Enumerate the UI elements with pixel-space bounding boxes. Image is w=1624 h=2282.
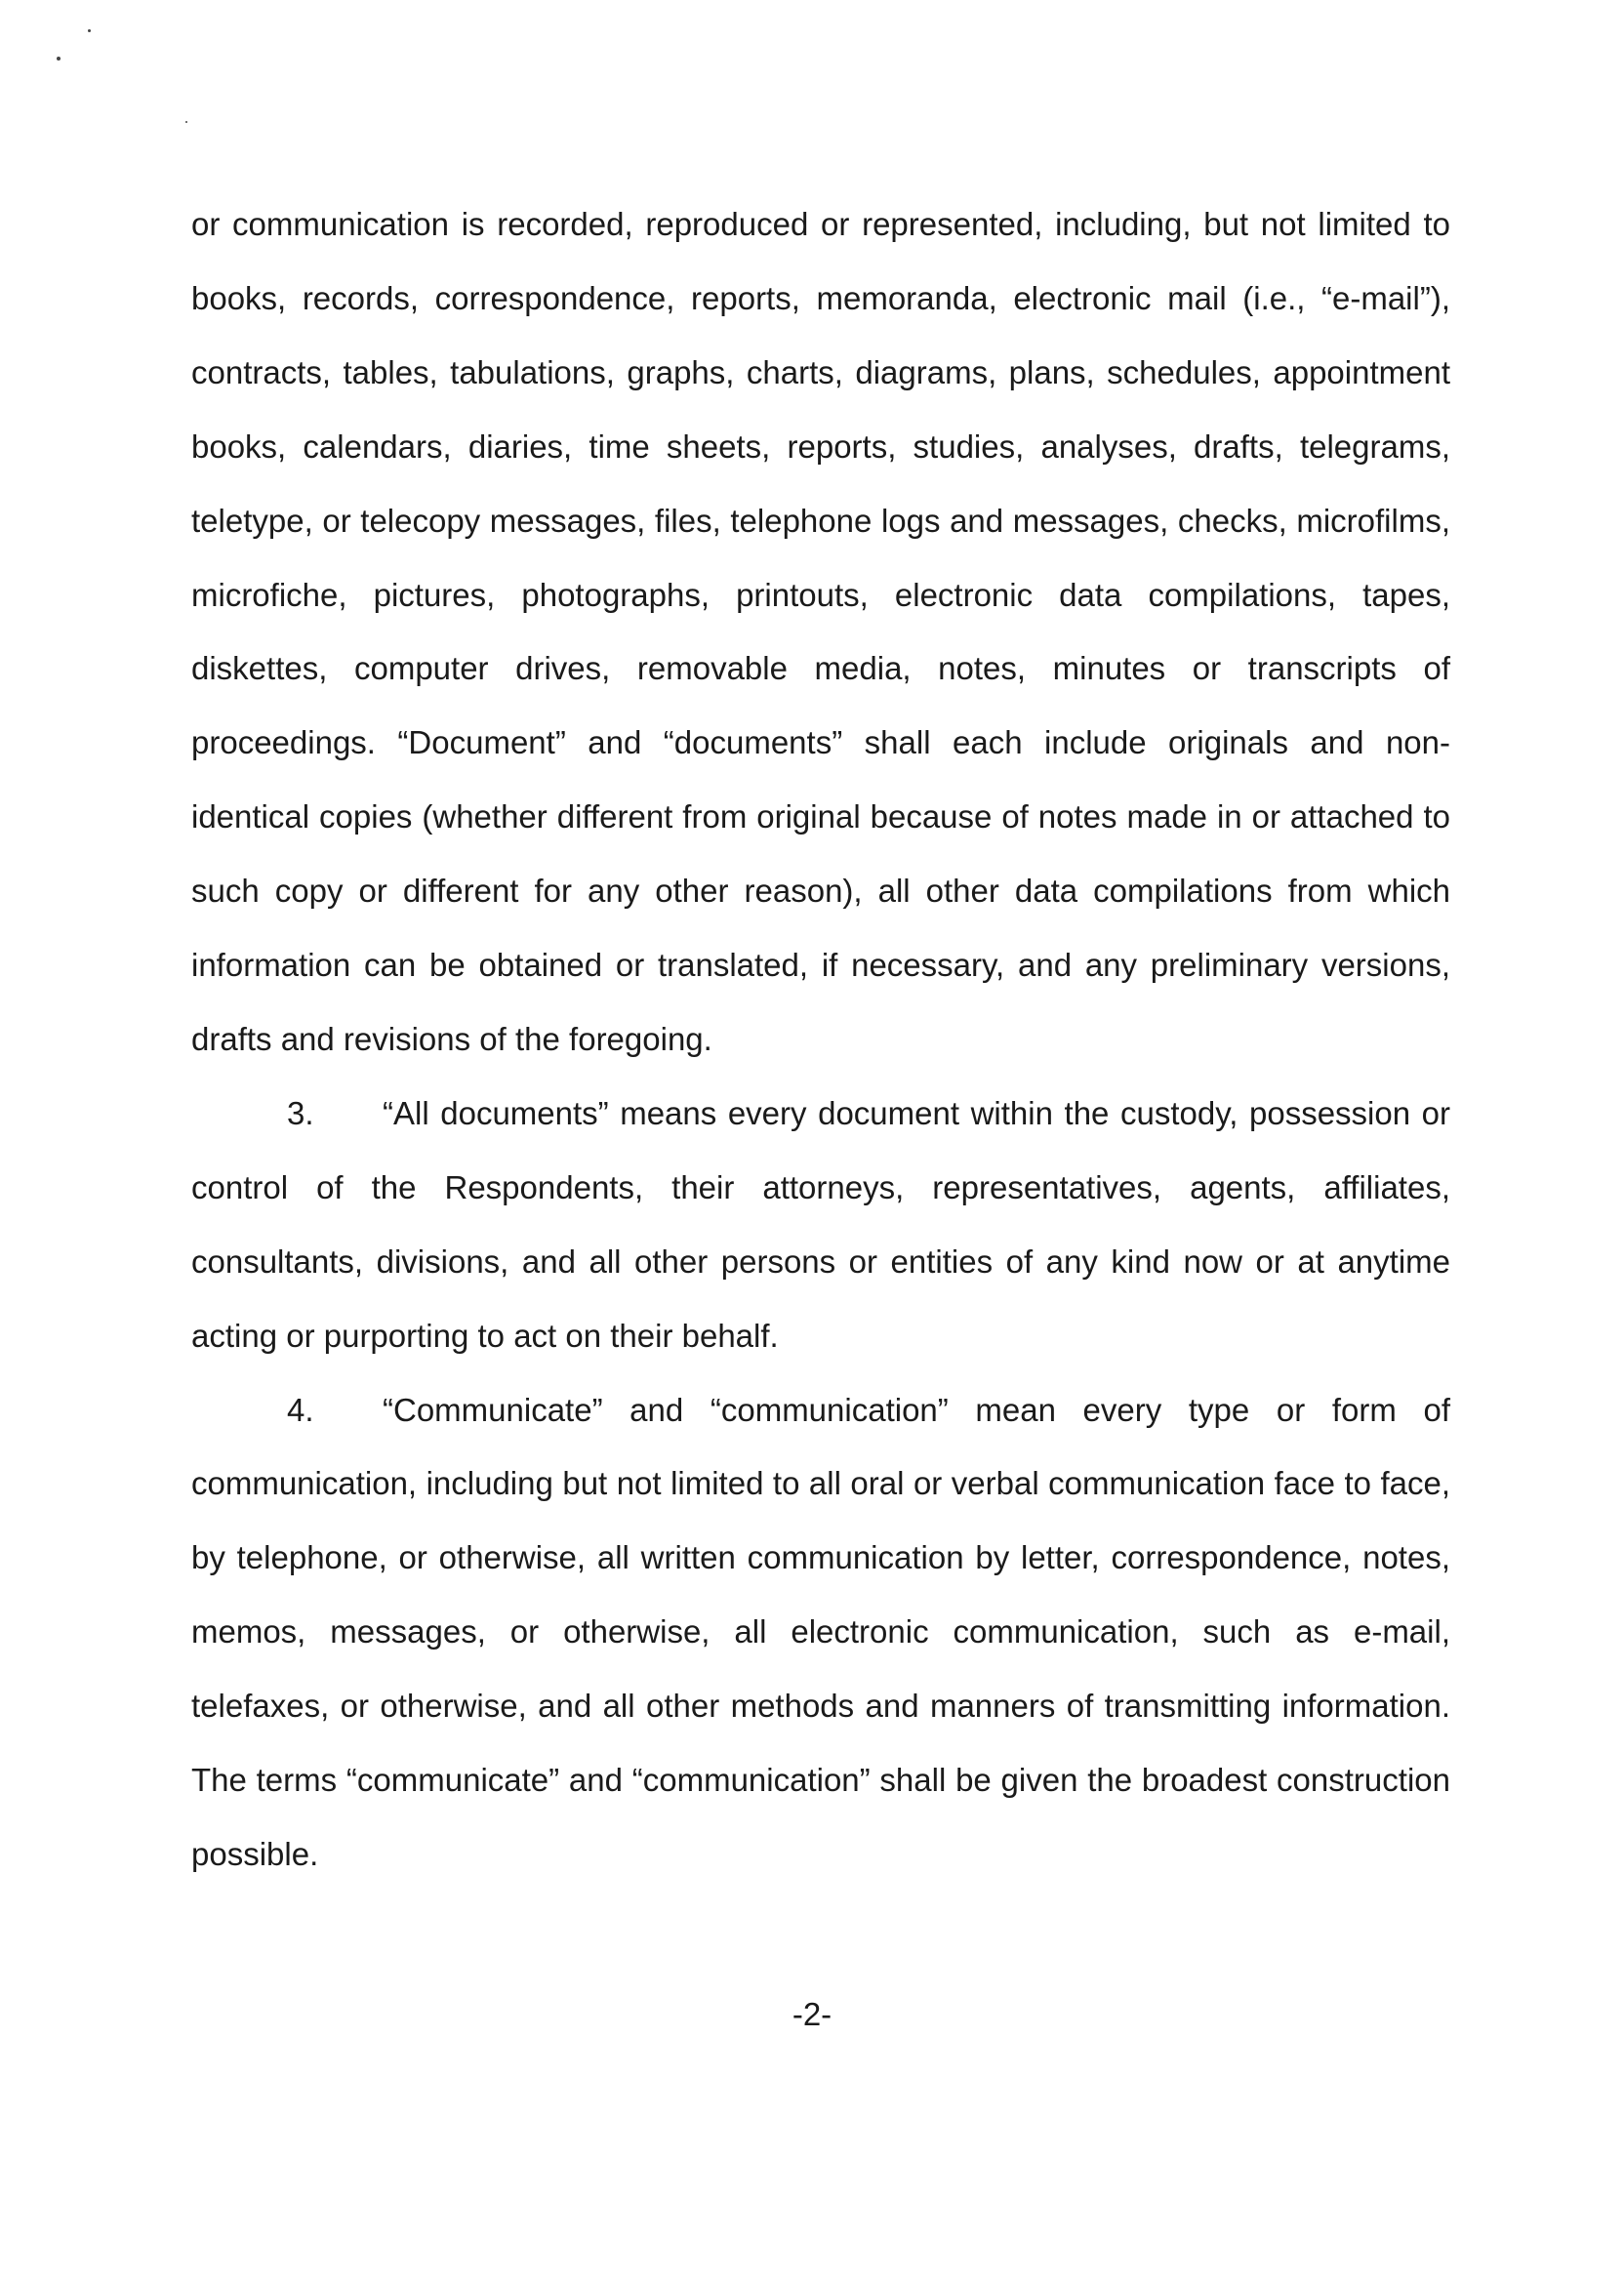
page-number: -2- — [792, 1996, 832, 2032]
scan-speck — [88, 29, 91, 32]
document-body — [191, 187, 1450, 1892]
paragraph-number: 3. — [287, 1094, 314, 1131]
definition-continuation-paragraph: or communication is recorded, reproduced or represented, including, but not limited to books, records, correspondence, reports, memoranda, electronic mail (i.e., “e-mail”), contracts, tables, tabulations, graphs, charts, diagrams, plans, schedules, appointment books, calendars, diaries, time sheets, reports, studies, analyses, drafts, telegrams, teletype, or telecopy messages, files, telephone logs and messages, checks, microfilms, microfiche, pictures, photographs, printouts, electronic data compilations, tapes, diskettes, computer drives, removable media, notes, minutes or transcripts of proceedings. “Document” and “documents” shall each include originals and non-identical copies (whether different from original because of notes made in or attached to such copy or different for any other reason), all other data compilations from which information can be obtained or translated, if necessary, and any preliminary versions, drafts and revisions of the foregoing. — [191, 206, 1450, 1057]
scan-speck — [57, 57, 61, 61]
paragraph-number: 4. — [287, 1391, 314, 1428]
paragraph-text: “All documents” means every document within the custody, possession or control of the Respondents, their attorneys, representatives, agents, affiliates, consultants, divisions, and all other persons or entities of any kind now or at anytime acting or purporting to act on their behalf. — [191, 1094, 1450, 1354]
scan-speck — [185, 121, 187, 123]
definition-paragraph-4 — [191, 1373, 1450, 1892]
paragraph-text: “Communicate” and “communication” mean every type or form of communication, including but not limited to all oral or verbal communication face to face, by telephone, or otherwise, all written communication by letter, correspondence, notes, memos, messages, or otherwise, all electronic communication, such as e-mail, telefaxes, or otherwise, and all other methods and manners of transmitting information. The terms “communicate” and “communication” shall be given the broadest construction possible. — [191, 1391, 1450, 1872]
definition-paragraph-3 — [191, 1077, 1450, 1373]
